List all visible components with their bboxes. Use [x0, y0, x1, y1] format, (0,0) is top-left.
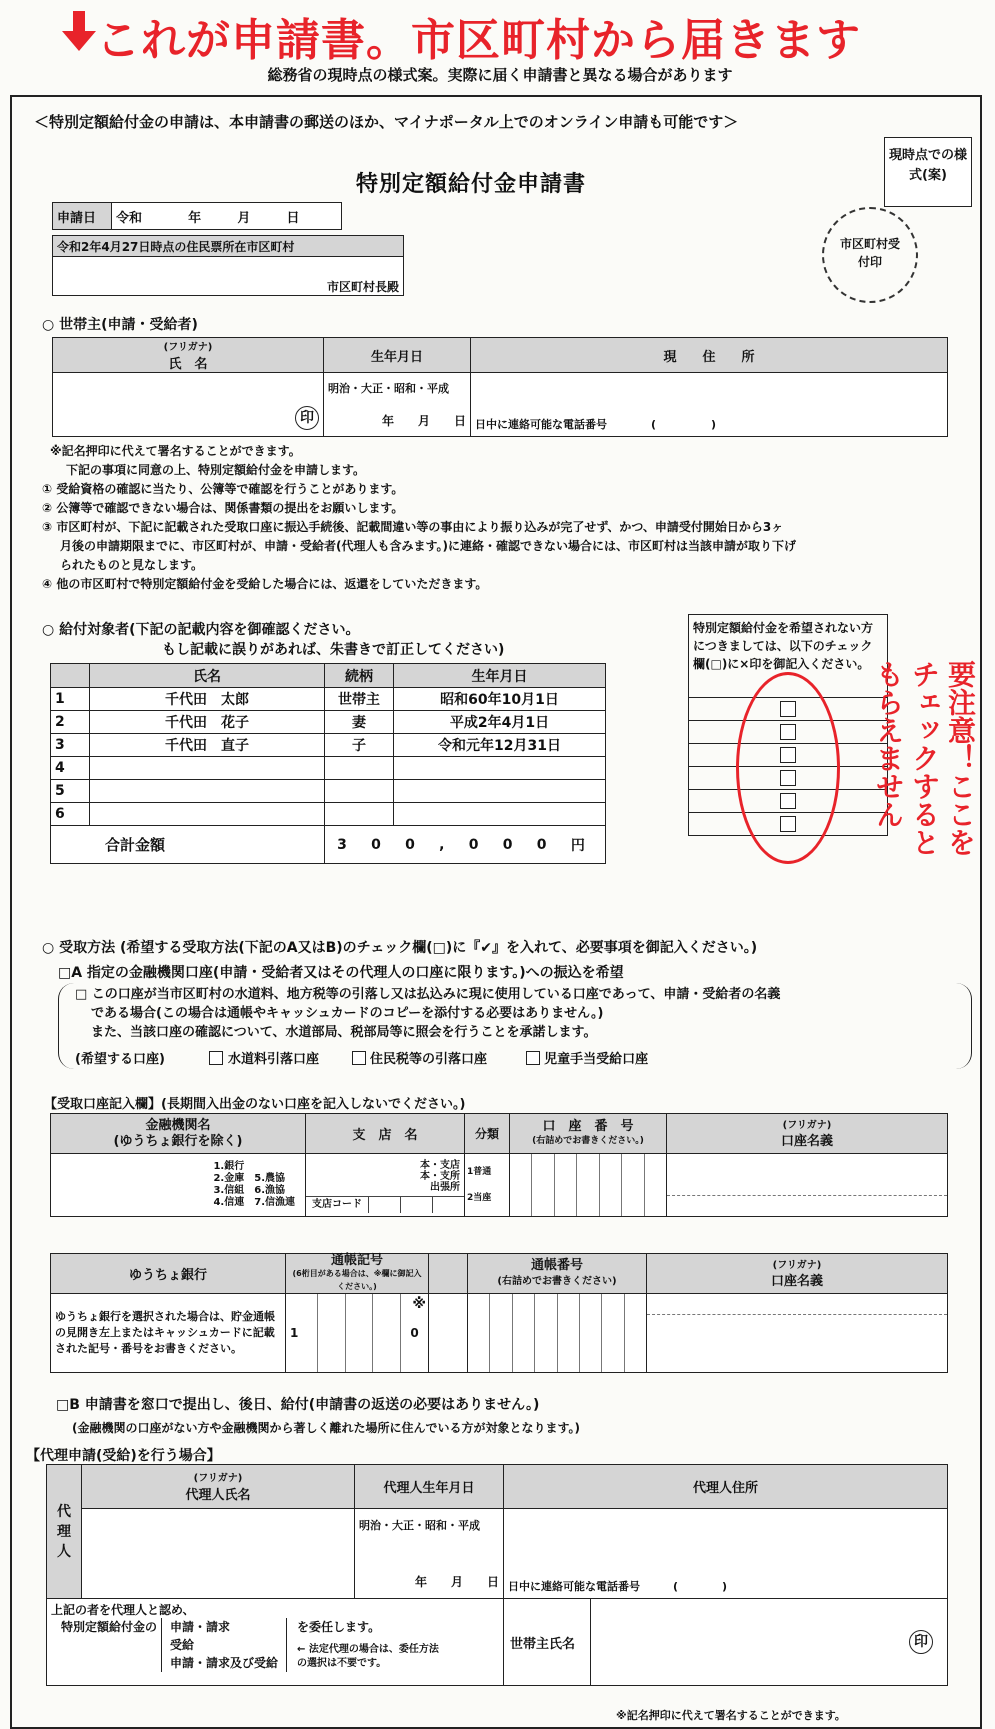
bank-kinds-right	[254, 1161, 295, 1209]
recipient-rows	[51, 688, 606, 826]
reception-stamp: 市区町村受付印	[822, 207, 918, 303]
bank-name-field[interactable]	[51, 1154, 306, 1217]
account-number-header: 口 座 番 号 (右詰めでお書きください。)	[510, 1114, 667, 1154]
symbol-header: 通帳記号 (6桁目がある場合は、※欄に御記入ください。)	[286, 1254, 429, 1294]
head-address-field[interactable]: 日中に連絡可能な電話番号 ( )	[471, 373, 948, 437]
total-digit: 0	[405, 836, 415, 853]
proxy-address-field[interactable]: 日中に連絡可能な電話番号 ( )	[504, 1509, 948, 1599]
date-table	[52, 202, 342, 230]
desired-account-row: (希望する口座) 水道料引落口座 住民税等の引落口座 児童手当受給口座	[75, 1052, 649, 1067]
head-dob-field[interactable]: 明治・大正・昭和・平成 年 月 日	[324, 373, 471, 437]
branch-field[interactable]	[306, 1154, 465, 1217]
recipient-row	[51, 780, 606, 803]
bank-kind: 7.信漁連	[254, 1197, 295, 1208]
account-type-field[interactable]: 1普通 2当座	[465, 1154, 510, 1217]
total-digit: ,	[439, 836, 445, 853]
mark-asterisk: ※	[412, 1296, 426, 1312]
recipient-row	[51, 711, 606, 734]
option-b-note: (金融機関の口座がない方や金融機関から著しく離れた場所に住んでいる方が対象となります。)	[72, 1421, 581, 1435]
banner-title-text: これが申請書。市区町村から届きます	[96, 15, 861, 66]
form-title: 特別定額給付金申請書	[356, 172, 587, 197]
municipality-table	[52, 235, 404, 296]
form-intro: ＜特別定額給付金の申請は、本申請書の郵送のほか、マイナポータル上でのオンライン申請も可能です＞	[34, 113, 739, 131]
recipient-name[interactable]: 千代田 太郎	[90, 688, 325, 711]
total-digit: 0	[371, 836, 381, 853]
recipient-name[interactable]: 千代田 直子	[90, 734, 325, 757]
recipient-name[interactable]	[90, 780, 325, 803]
recipient-no: 6	[51, 803, 90, 826]
checkbox-water[interactable]	[209, 1051, 223, 1065]
recipient-no: 5	[51, 780, 90, 803]
checkbox-resident-tax[interactable]	[352, 1051, 366, 1065]
choice-both[interactable]: 申請・請求及び受給	[170, 1656, 279, 1670]
recipients-table	[50, 663, 606, 864]
note-item: ④ 他の市区町村で特別定額給付金を受給した場合には、返還をしていただきます。	[42, 577, 488, 591]
proxy-side-label: 代理人	[47, 1465, 82, 1599]
recipient-relation[interactable]: 子	[325, 734, 394, 757]
highlight-ellipse	[736, 672, 840, 864]
option-a-detail-line[interactable]: □ この口座が当市区町村の水道料、地方税等の引落し又は払込みに現に使用している口座であって、申請・受給者の名義	[75, 987, 781, 1002]
account-number-field[interactable]	[510, 1154, 667, 1217]
bank-kind: 6.漁協	[254, 1185, 285, 1196]
proxy-address-header: 代理人住所	[504, 1465, 948, 1509]
col-header-name: 氏名	[90, 664, 325, 688]
recipient-relation[interactable]	[325, 803, 394, 826]
col-header-relation: 続柄	[325, 664, 394, 688]
delegation-choices[interactable]	[161, 1618, 287, 1672]
yucho-holder-header: (フリガナ) 口座名義	[647, 1254, 948, 1294]
form-frame	[10, 95, 982, 1729]
recipient-row	[51, 803, 606, 826]
recipient-relation[interactable]: 世帯主	[325, 688, 394, 711]
recipient-name[interactable]	[90, 757, 325, 780]
head-table	[52, 337, 948, 437]
proxy-section-title: 【代理申請(受給)を行う場合】	[26, 1448, 221, 1464]
warning-col3: もらえません	[872, 660, 905, 828]
branch-kind: 本・支所	[420, 1170, 460, 1182]
date-label: 申請日	[53, 203, 112, 230]
bank-kind: 4.信連	[213, 1197, 245, 1208]
mayor-label: 市区町村長殿	[326, 280, 399, 294]
account-holder-field[interactable]	[667, 1154, 948, 1217]
head-name-field[interactable]	[53, 373, 324, 437]
bank-account-table	[50, 1113, 948, 1217]
recipient-row	[51, 688, 606, 711]
yucho-holder-field[interactable]	[647, 1294, 948, 1373]
total-amount-cell	[325, 826, 606, 864]
note-item: 下記の事項に同意の上、特別定額給付金を申請します。	[66, 463, 366, 477]
banner-title	[62, 4, 861, 68]
bank-kinds-left	[213, 1161, 244, 1209]
warning-col1: 要注意！ここを	[944, 660, 977, 856]
recipient-dob[interactable]: 令和元年12月31日	[394, 734, 606, 757]
date-field[interactable]: 令和 年 月 日	[112, 203, 342, 230]
arrow-down-icon	[62, 11, 96, 62]
legal-proxy-note: ← 法定代理の場合は、委任方法の選択は不要です。	[297, 1644, 439, 1669]
total-digit: 0	[536, 836, 547, 853]
seal-mark: 印	[909, 1630, 933, 1654]
total-label: 合計金額	[105, 836, 166, 854]
branch-header: 支 店 名	[306, 1114, 465, 1154]
choice-apply[interactable]: 申請・請求	[170, 1620, 231, 1634]
warning-annotation	[845, 660, 975, 910]
head-address-header: 現 住 所	[471, 338, 948, 373]
option-a-label[interactable]: □A 指定の金融機関口座(申請・受給者又はその代理人の口座に限ります。)への振込を希望	[58, 965, 624, 981]
yucho-header: ゆうちょ銀行	[51, 1254, 286, 1294]
col-header-dob: 生年月日	[394, 664, 606, 688]
checkbox-child-allowance[interactable]	[526, 1051, 540, 1065]
sixth-digit-field[interactable]	[429, 1294, 468, 1373]
symbol-field[interactable]: 1 0 ※	[286, 1294, 429, 1373]
note-item: ② 公簿等で確認できない場合は、関係書類の提出をお願いします。	[42, 501, 404, 515]
total-amount	[325, 835, 605, 855]
recipient-no: 2	[51, 711, 90, 734]
recipient-dob[interactable]: 平成2年4月1日	[394, 711, 606, 734]
option-b-label[interactable]: □B 申請書を窓口で提出し、後日、給付(申請書の返送の必要はありません。)	[56, 1397, 540, 1413]
proxy-table	[46, 1464, 948, 1686]
consent-cell: 上記の者を代理人と認め、 特別定額給付金の 申請・請求 受給 申請・請求及び受給 を委任します。 ← 法定代理の場合は、委任方法の選択は不要です。	[47, 1599, 504, 1686]
proxy-name-field[interactable]	[82, 1509, 355, 1599]
recipient-dob[interactable]	[394, 780, 606, 803]
bank-kind: 5.農協	[254, 1173, 285, 1184]
bank-header: 金融機関名 (ゆうちょ銀行を除く)	[51, 1114, 306, 1154]
recipient-no: 4	[51, 757, 90, 780]
account-holder-header: (フリガナ) 口座名義	[667, 1114, 948, 1154]
optout-note: 特別定額給付金を希望されない方につきましては、以下のチェック欄(□)に×印を御記入ください。	[689, 615, 888, 698]
municipality-field[interactable]	[53, 257, 404, 296]
banner-subtitle: 総務省の現時点の様式案。実際に届く申請書と異なる場合があります	[267, 66, 733, 84]
recipient-relation[interactable]	[325, 757, 394, 780]
bank-kind: 3.信組	[213, 1185, 245, 1196]
number-field[interactable]	[468, 1294, 647, 1373]
municipality-header: 令和2年4月27日時点の住民票所在市区町村	[53, 236, 404, 257]
option-a-detail-line: である場合(この場合は通帳やキャッシュカードのコピーを添付する必要はありません。)	[91, 1006, 604, 1021]
recipient-dob[interactable]	[394, 757, 606, 780]
note-item: 月後の申請期限までに、市区町村が、申請・受給者(代理人も含みます。)に連絡・確認できない場合には、市区町村は当該申請が取り下げ	[60, 539, 797, 553]
recipient-relation[interactable]: 妻	[325, 711, 394, 734]
head-signature-cell[interactable]: 世帯主氏名 印	[504, 1599, 948, 1686]
total-label-cell	[51, 826, 325, 864]
proxy-footnote: ※記名押印に代えて署名することができます。	[616, 1709, 846, 1722]
head-section-title: ○ 世帯主(申請・受給者)	[42, 317, 198, 333]
branch-code[interactable]: 支店コード	[306, 1196, 464, 1213]
recipients-section-title: ○ 給付対象者(下記の記載内容を御確認ください。 もし記載に誤りがあれば、朱書きで訂正してください)	[42, 622, 505, 658]
bank-kind: 1.銀行	[213, 1161, 245, 1172]
note-item: ① 受給資格の確認に当たり、公簿等で確認を行うことがあります。	[42, 482, 404, 496]
branch-kind: 本・支店	[420, 1159, 460, 1171]
number-header: 通帳番号 (右詰めでお書きください)	[468, 1254, 647, 1294]
bank-kind: 2.金庫	[213, 1173, 245, 1184]
recipient-dob[interactable]	[394, 803, 606, 826]
receipt-section-title: ○ 受取方法 (希望する受取方法(下記のA又はB)のチェック欄(□)に『✔』を入れて、必要事項を御記入ください。)	[42, 940, 758, 956]
recipient-no: 3	[51, 734, 90, 757]
type-header: 分類	[465, 1114, 510, 1154]
notes-block	[42, 442, 950, 594]
option-a-detail-line: また、当該口座の確認について、水道部局、税部局等に照会を行うことを承諾します。	[91, 1025, 597, 1040]
yen-label: 円	[570, 837, 585, 854]
warning-col2: チェックすると	[908, 660, 941, 856]
proxy-dob-header: 代理人生年月日	[355, 1465, 504, 1509]
recipient-row	[51, 734, 606, 757]
total-digit: 0	[468, 836, 479, 853]
head-dob-header: 生年月日	[324, 338, 471, 373]
note-item: られたものと見なします。	[60, 558, 204, 572]
recipient-relation[interactable]	[325, 780, 394, 803]
recipient-name[interactable]: 千代田 花子	[90, 711, 325, 734]
total-digit: 0	[502, 836, 513, 853]
yucho-note: ゆうちょ銀行を選択された場合は、貯金通帳の見開き左上またはキャッシュカードに記載された記号・番号をお書きください。	[51, 1294, 286, 1373]
note-item: ※記名押印に代えて署名することができます。	[50, 444, 301, 458]
branch-kind: 出張所	[430, 1181, 460, 1193]
head-name-header: (フリガナ) 氏 名	[53, 338, 324, 373]
account-section-title: 【受取口座記入欄】(長期間入出金のない口座を記入しないでください。)	[44, 1097, 466, 1112]
proxy-dob-field[interactable]: 明治・大正・昭和・平成 年 月 日	[355, 1509, 504, 1599]
recipient-no: 1	[51, 688, 90, 711]
seal-mark: 印	[295, 406, 319, 430]
recipient-dob[interactable]: 昭和60年10月1日	[394, 688, 606, 711]
proxy-name-header: (フリガナ) 代理人氏名	[82, 1465, 355, 1509]
recipient-name[interactable]	[90, 803, 325, 826]
option-a-detail	[58, 983, 972, 1069]
total-digit: 3	[337, 836, 347, 853]
draft-stamp: 現時点での様式(案)	[884, 137, 972, 207]
yucho-account-table	[50, 1253, 948, 1373]
recipient-row	[51, 757, 606, 780]
choice-receive[interactable]: 受給	[170, 1638, 195, 1652]
note-item: ③ 市区町村が、下記に記載された受取口座に振込手続後、記載間違い等の事由により振り込みが完了せず、かつ、申請受付開始日から3ヶ	[42, 520, 784, 534]
